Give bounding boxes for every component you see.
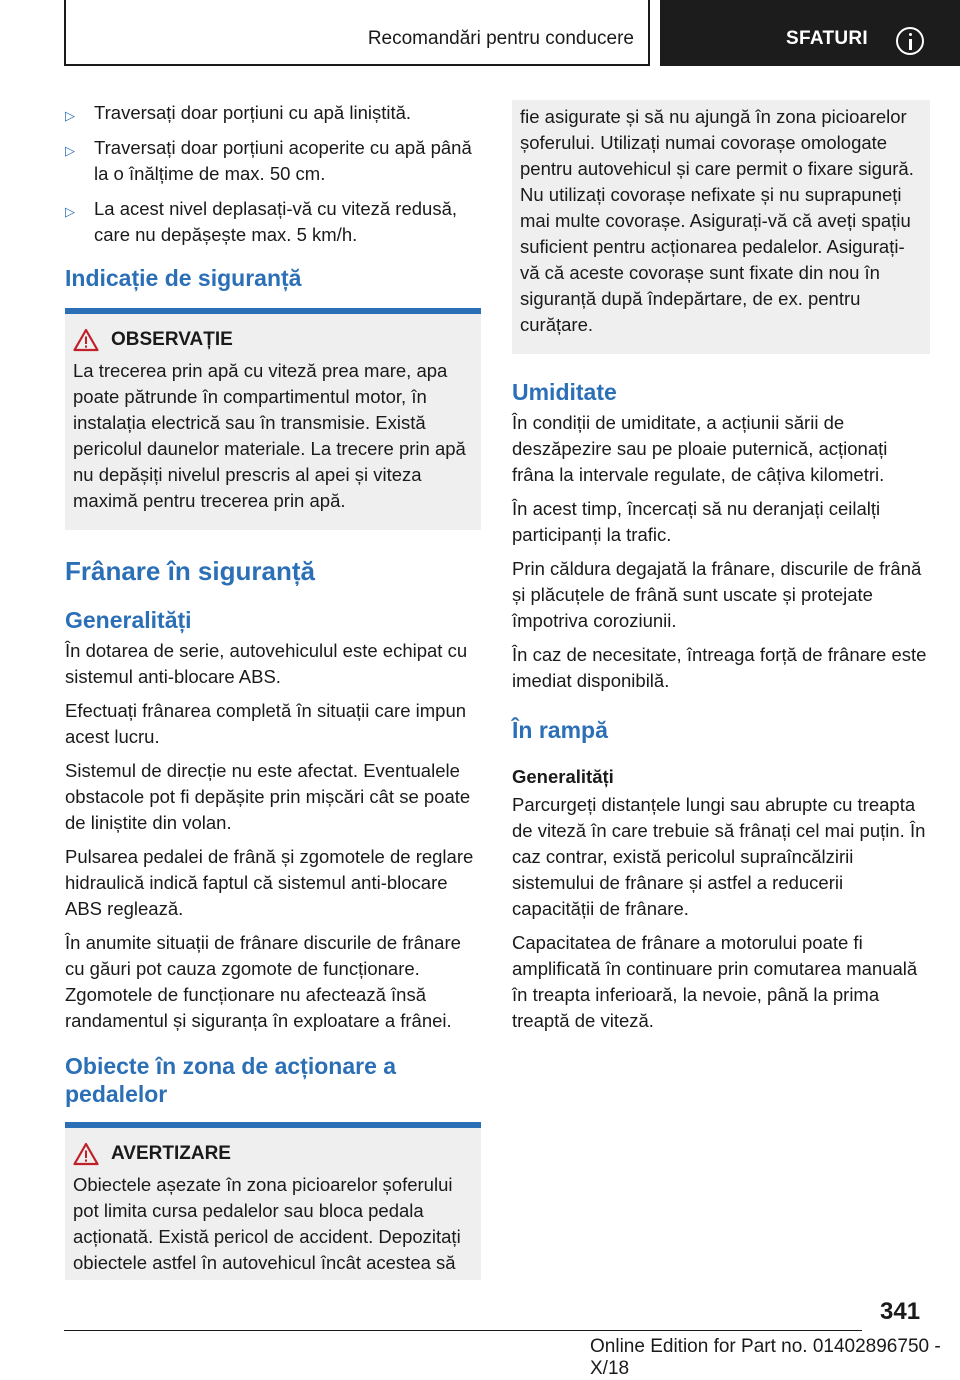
left-column	[65, 100, 481, 1280]
list-item-text: Traversați doar porțiuni cu apă liniștită.	[94, 102, 412, 123]
right-column	[512, 100, 930, 1042]
footer-divider	[64, 1330, 862, 1331]
list-item	[65, 196, 481, 248]
heading-safe-braking: Frânare în siguranță	[65, 556, 315, 586]
list-item	[65, 135, 481, 187]
list-item-text: La acest nivel deplasați-vă cu viteză redusă, care nu depășește max. 5 km/h.	[94, 198, 458, 245]
paragraph: Prin căldura degajată la frânare, discurile de frână și plăcuțele de frână sunt uscate și protejate împotriva coroziunii.	[512, 558, 922, 631]
triangle-bullet-icon: ▷	[65, 108, 75, 123]
triangle-bullet-icon: ▷	[65, 143, 75, 158]
list-item	[65, 100, 481, 126]
heading-general: Generalități	[65, 607, 192, 633]
paragraph: În condiții de umiditate, a acțiunii sării de deszăpezire sau pe ploaie puternică, acționați frâna la intervale regulate, de câțiva kilometri.	[512, 412, 888, 485]
paragraph: În caz de necesitate, întreaga forță de frânare este imediat disponibilă.	[512, 644, 927, 691]
note-box	[65, 314, 481, 530]
water-crossing-list	[65, 100, 481, 248]
warning-box	[65, 1128, 481, 1280]
warning-text-continued: fie asigurate și să nu ajungă în zona picioarelor șoferului. Utilizați numai covorașe omologate pentru autovehicul și care permit o fixare sigură. Nu utilizați covorașe nefixate și nu suprapuneți mai multe covorașe. Asigurați-vă că aveți spațiu suficient pentru acționarea pedalelor. Asigurați-vă că aceste covorașe sunt fixate din nou în siguranță după îndepărtare, de ex. pentru curățare.	[520, 106, 914, 335]
triangle-bullet-icon: ▷	[65, 204, 75, 219]
note-title	[73, 328, 473, 352]
list-item-text: Traversați doar porțiuni acoperite cu apă până la o înălțime de max. 50 cm.	[94, 137, 472, 184]
paragraph: Efectuați frânarea completă în situații care impun acest lucru.	[65, 700, 467, 747]
note-title-text: OBSERVAȚIE	[111, 329, 233, 350]
note-text: La trecerea prin apă cu viteză prea mare, apa poate pătrunde în compartimentul motor, în instalația electrică sau în transmisie. Există pericolul daunelor materiale. La trecere prin apă nu depășiți nivelul prescris al apei și viteza maximă pentru trecerea prin apă.	[73, 360, 466, 511]
warning-triangle-icon	[73, 1142, 99, 1166]
heading-ramp-general: Generalități	[512, 766, 614, 787]
paragraph: În acest timp, încercați să nu deranjați ceilalți participanți la trafic.	[512, 498, 881, 545]
heading-pedal-objects: Obiecte în zona de acționare a pedalelor	[65, 1053, 397, 1107]
heading-ramp: În rampă	[512, 717, 608, 743]
heading-humidity: Umiditate	[512, 379, 617, 405]
heading-safety-note: Indicație de siguranță	[65, 265, 302, 291]
warning-text: Obiectele așezate în zona picioarelor șoferului pot limita cursa pedalelor sau bloca pedala acționată. Există pericol de accident. Depozitați obiectele astfel în autovehicul încât acestea să	[73, 1174, 461, 1273]
info-icon	[896, 27, 924, 55]
warning-title	[73, 1142, 473, 1166]
paragraph: Capacitatea de frânare a motorului poate fi amplificată în continuare prin comutarea manuală în treapta inferioară, la nevoie, până la prima treaptă de viteză.	[512, 932, 918, 1031]
paragraph: În anumite situații de frânare discurile de frânare cu găuri pot cauza zgomote de funcționare. Zgomotele de funcționare nu afectează însă randamentul și siguranța în exploatare a frânei.	[65, 932, 461, 1031]
footer-edition: Online Edition for Part no. 01402896750 - X/18	[590, 1336, 941, 1379]
header-section-box	[64, 0, 650, 66]
paragraph: În dotarea de serie, autovehiculul este echipat cu sistemul anti-blocare ABS.	[65, 640, 468, 687]
warning-box-continued	[512, 100, 930, 354]
warning-triangle-icon	[73, 328, 99, 352]
warning-title-text: AVERTIZARE	[111, 1143, 231, 1164]
page-number: 341	[880, 1298, 921, 1325]
paragraph: Pulsarea pedalei de frână și zgomotele de reglare hidraulică indică faptul că sistemul anti-blocare ABS reglează.	[65, 846, 474, 919]
header-chapter-label: SFATURI	[786, 28, 868, 49]
header-section-title: Recomandări pentru conducere	[367, 28, 634, 49]
paragraph: Parcurgeți distanțele lungi sau abrupte cu treapta de viteză în care trebuie să frânați cel mai puțin. În caz contrar, există pericolul supraîncălzirii sistemului de frânare și astfel a reducerii capacității de frânare.	[512, 794, 926, 919]
paragraph: Sistemul de direcție nu este afectat. Eventualele obstacole pot fi depășite prin mișcări cât se poate de liniștite din volan.	[65, 760, 471, 833]
